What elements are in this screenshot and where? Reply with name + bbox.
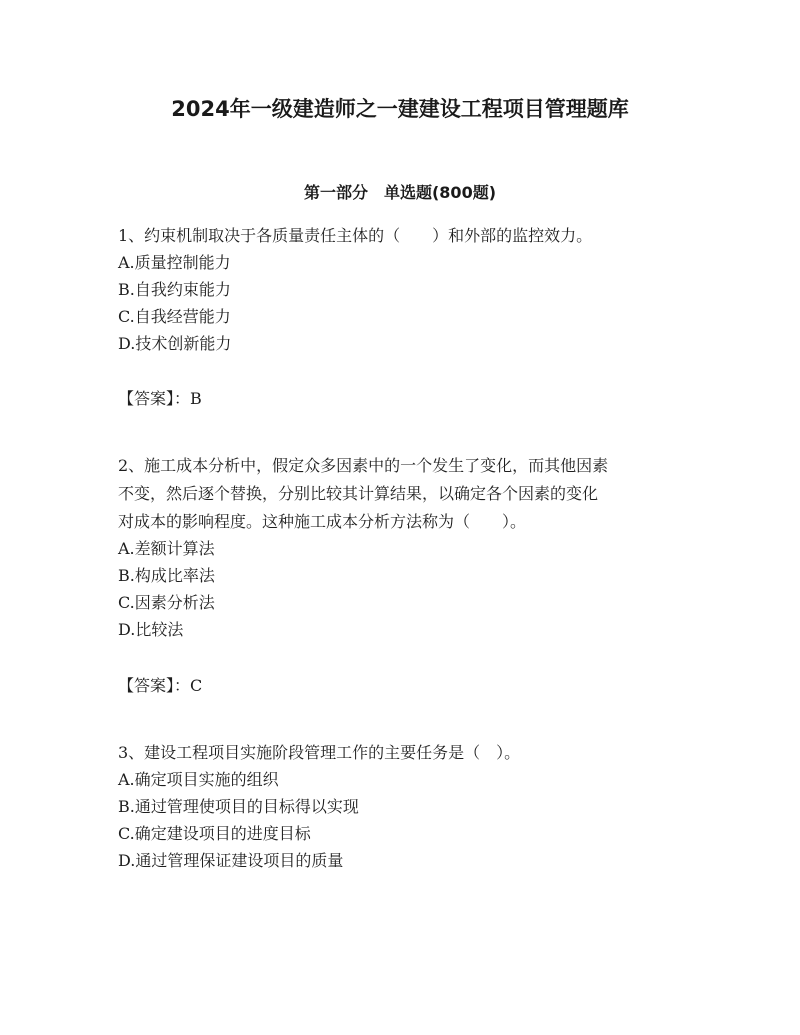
question-3-option-a: A.确定项目实施的组织 xyxy=(118,770,279,789)
question-2-answer: 【答案】：C xyxy=(118,676,203,695)
question-2-stem-line-1: 2、施工成本分析中，假定众多因素中的一个发生了变化，而其他因素 xyxy=(118,456,609,475)
document-title: 2024年一级建造师之一建建设工程项目管理题库 xyxy=(171,97,629,121)
question-1-answer: 【答案】：B xyxy=(118,389,202,408)
question-2-option-d: D.比较法 xyxy=(118,620,184,639)
question-2-option-a: A.差额计算法 xyxy=(118,539,215,558)
question-2-stem-line-3: 对成本的影响程度。这种施工成本分析方法称为（ ）。 xyxy=(118,512,527,531)
question-1-option-a: A.质量控制能力 xyxy=(118,253,231,272)
question-1-option-d: D.技术创新能力 xyxy=(118,334,232,353)
question-3-option-b: B.通过管理使项目的目标得以实现 xyxy=(118,797,359,816)
section-title: 第一部分 单选题(800题) xyxy=(303,183,497,202)
question-3-option-c: C.确定建设项目的进度目标 xyxy=(118,824,311,843)
question-2-stem-line-2: 不变，然后逐个替换，分别比较其计算结果，以确定各个因素的变化 xyxy=(118,484,599,503)
question-1-stem-line-1: 1、约束机制取决于各质量责任主体的（ ）和外部的监控效力。 xyxy=(118,226,593,245)
question-2-option-b: B.构成比率法 xyxy=(118,566,215,585)
question-1-option-b: B.自我约束能力 xyxy=(118,280,231,299)
question-1-option-c: C.自我经营能力 xyxy=(118,307,231,326)
question-3-option-d: D.通过管理保证建设项目的质量 xyxy=(118,851,344,870)
question-3-stem-line-1: 3、建设工程项目实施阶段管理工作的主要任务是（ ）。 xyxy=(118,743,521,762)
question-2-option-c: C.因素分析法 xyxy=(118,593,215,612)
